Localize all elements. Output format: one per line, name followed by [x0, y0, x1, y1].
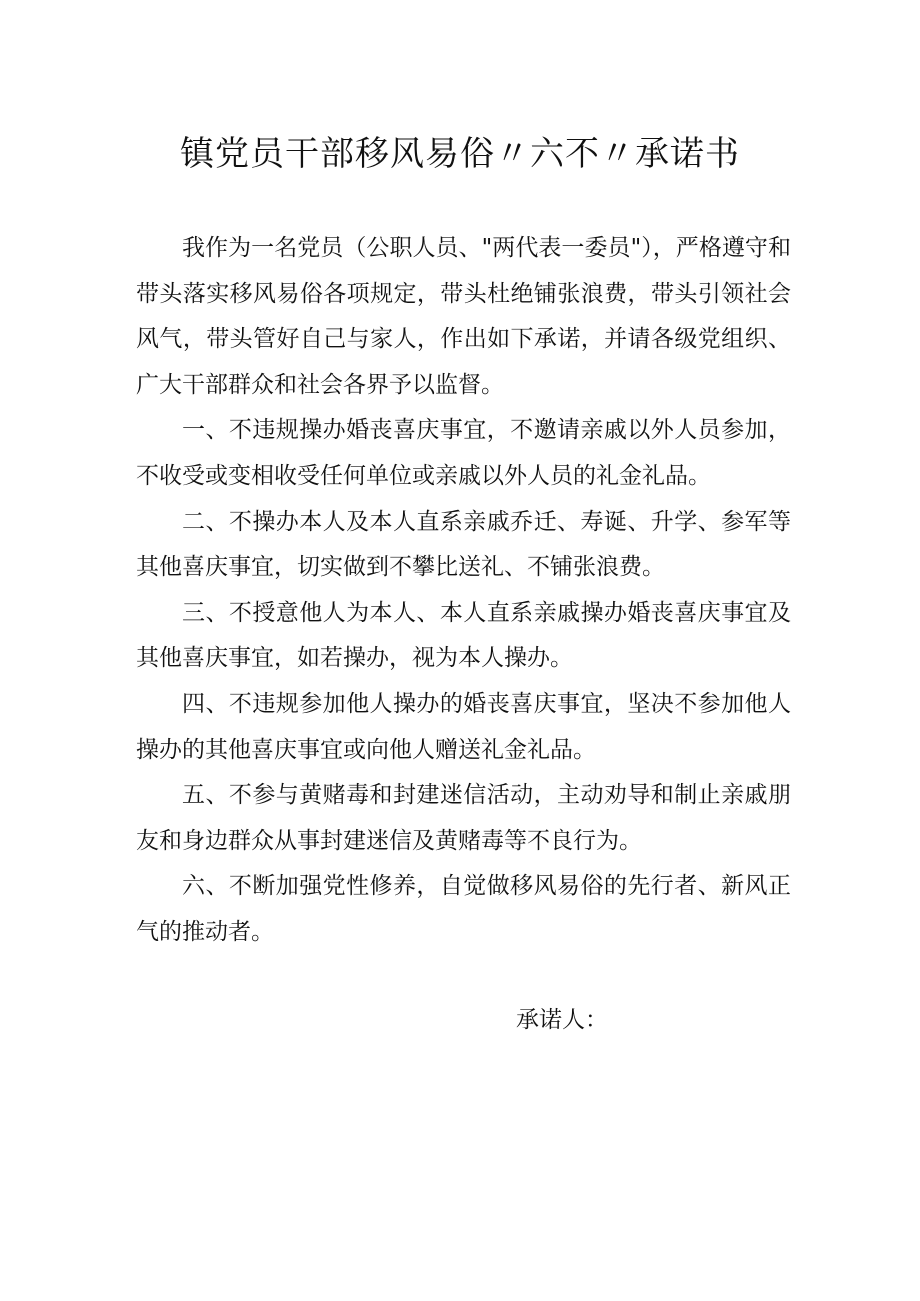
commitment-item-6: 六、不断加强党性修养，自觉做移风易俗的先行者、新风正气的推动者。: [136, 873, 791, 945]
commitment-item-5: 五、不参与黄赌毒和封建迷信活动，主动劝导和制止亲戚朋友和身边群众从事封建迷信及黄赌毒等不良行为。: [136, 782, 791, 854]
intro-paragraph: 我作为一名党员（公职人员、"两代表一委员"），严格遵守和带头落实移风易俗各项规定，带头杜绝铺张浪费，带头引领社会风气，带头管好自己与家人，作出如下承诺，并请各级党组织、广大干部群众和社会各界予以监督。: [136, 235, 791, 398]
document-body: [136, 226, 791, 956]
commitment-item-2: 二、不操办本人及本人直系亲戚乔迁、寿诞、升学、参军等其他喜庆事宜，切实做到不攀比送礼、不铺张浪费。: [136, 508, 791, 581]
signature-label: 承诺人：: [516, 1007, 608, 1033]
commitment-item-4: 四、不违规参加他人操办的婚丧喜庆事宜，坚决不参加他人操办的其他喜庆事宜或向他人赠送礼金礼品。: [136, 690, 791, 763]
commitment-item-3: 三、不授意他人为本人、本人直系亲戚操办婚丧喜庆事宜及其他喜庆事宜，如若操办，视为本人操办。: [136, 599, 791, 672]
commitment-item-1: 一、不违规操办婚丧喜庆事宜，不邀请亲戚以外人员参加，不收受或变相收受任何单位或亲戚以外人员的礼金礼品。: [136, 417, 791, 489]
document-title: 镇党员干部移风易俗〃六不〃承诺书: [180, 134, 740, 174]
